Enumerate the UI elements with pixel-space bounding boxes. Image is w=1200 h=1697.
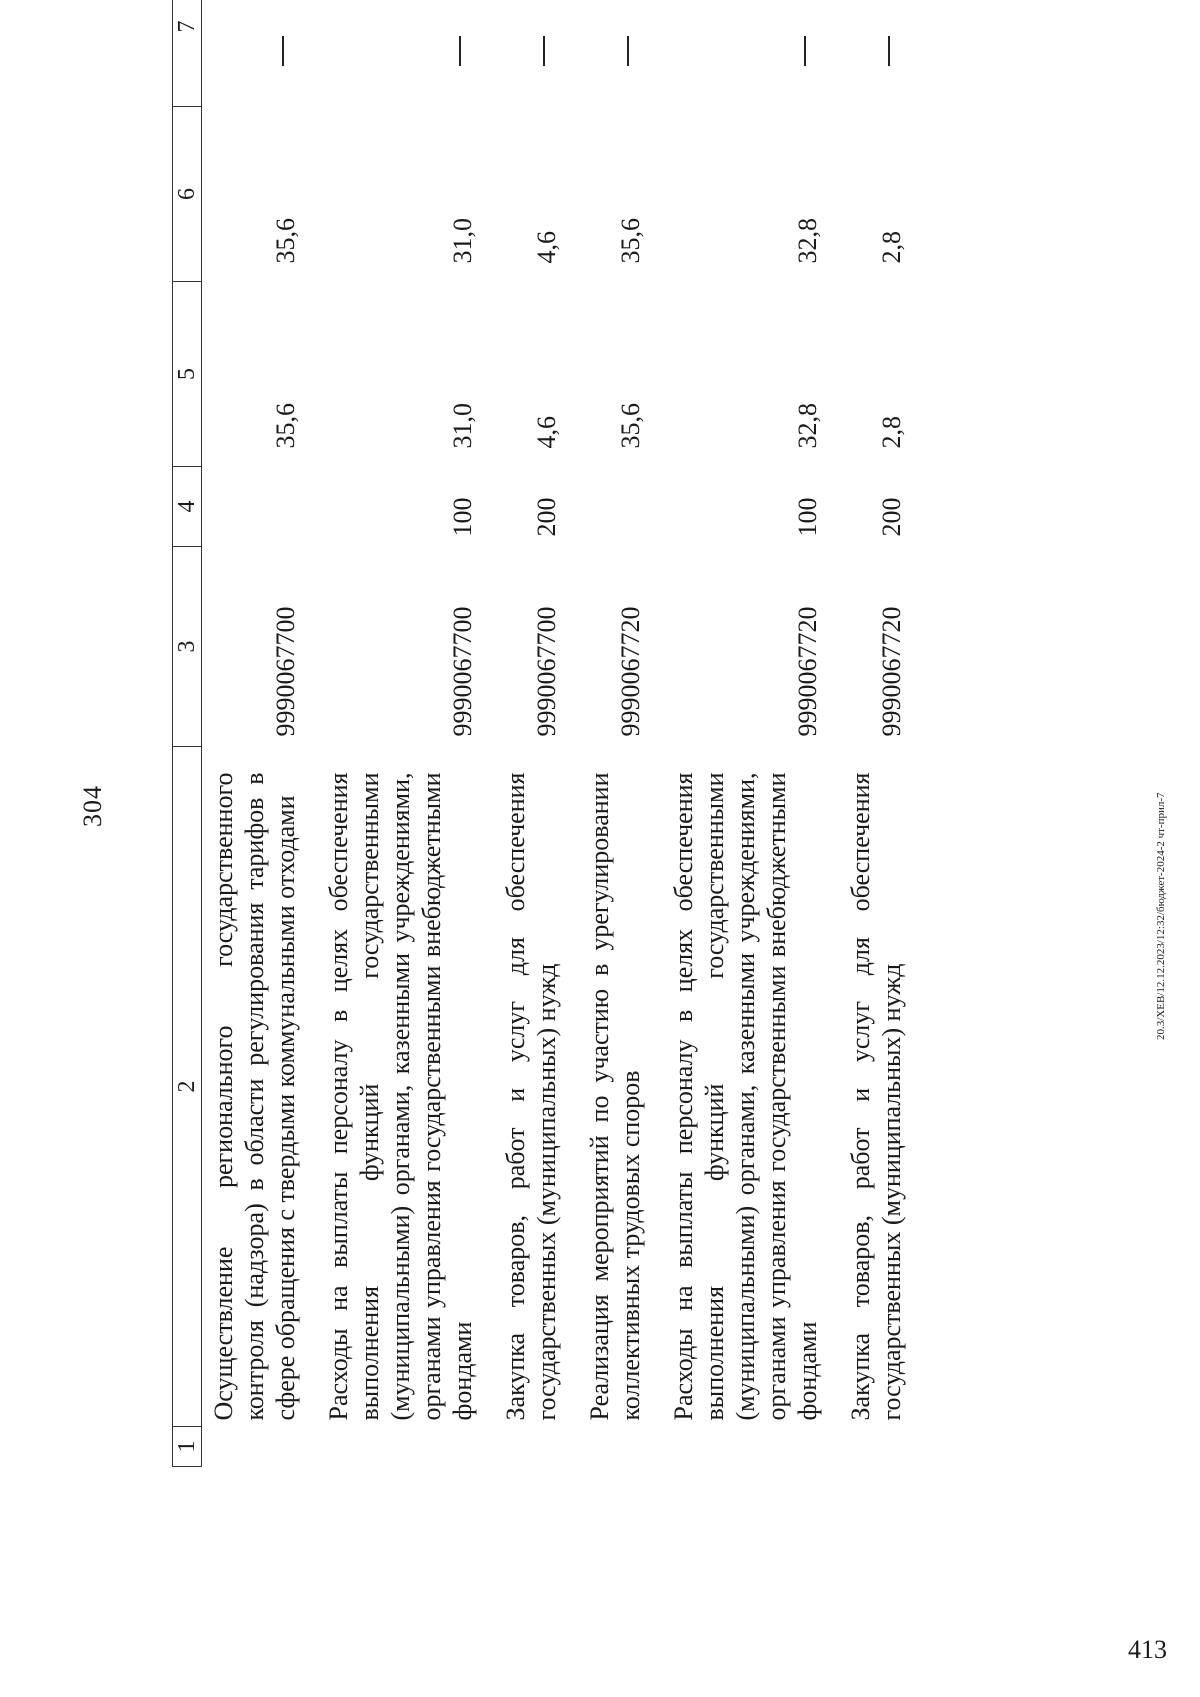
column-header: 3	[173, 547, 202, 747]
type-cell	[202, 467, 302, 547]
amount-cell-5: 32,8	[793, 403, 822, 449]
description-cell: Осуществление регионального государственного контроля (надзора) в области регулирования тарифов в сфере обращения с твердыми коммунальными отходами	[209, 772, 300, 1421]
column-header: 2	[173, 747, 202, 1427]
dash-mark	[888, 37, 890, 67]
header-row	[173, 0, 202, 1467]
file-reference-note	[1155, 710, 1175, 1040]
column-header: 6	[173, 107, 202, 282]
dash-mark	[459, 37, 461, 67]
code-cell: 9990067700	[532, 606, 561, 737]
dash-cell	[823, 0, 907, 107]
row-index-cell	[301, 1427, 478, 1467]
description-cell: Расходы на выплаты персоналу в целях обеспечения выполнения функций государственными (муниципальными) органами, казенными учреждениями, органами управления государственными внебюджетными фондами	[669, 772, 822, 1421]
dash-mark	[282, 37, 284, 67]
description-cell: Закупка товаров, работ и услуг для обеспечения государственных (муниципальных) нужд	[846, 772, 906, 1421]
table-row	[301, 0, 478, 1467]
table-row	[202, 0, 302, 1467]
column-header: 7	[173, 0, 202, 107]
file-reference-text: 20.3/ХЕВ/12.12.2023/12:32/бюджет-2024-2 чт-прил-7	[1155, 792, 1167, 1040]
dash-cell	[202, 0, 302, 107]
amount-cell-6: 31,0	[448, 218, 477, 264]
description-cell: Расходы на выплаты персоналу в целях обеспечения выполнения функций государственными (муниципальными) органами, казенными учреждениями, органами управления государственными внебюджетными фондами	[324, 772, 477, 1421]
type-cell: 100	[448, 497, 477, 537]
row-index-cell	[202, 1427, 302, 1467]
page-number: 304	[78, 785, 107, 827]
column-header: 5	[173, 282, 202, 467]
type-cell: 100	[793, 497, 822, 537]
code-cell: 9990067720	[877, 606, 906, 737]
amount-cell-6: 4,6	[532, 231, 561, 264]
code-cell: 9990067700	[448, 606, 477, 737]
row-index-cell	[562, 1427, 646, 1467]
description-cell: Закупка товаров, работ и услуг для обеспечения государственных (муниципальных) нужд	[501, 772, 561, 1421]
amount-cell-6: 32,8	[793, 218, 822, 264]
amount-cell-5: 35,6	[616, 403, 645, 449]
code-cell: 9990067700	[271, 606, 300, 737]
dash-mark	[804, 37, 806, 67]
dash-mark	[627, 37, 629, 67]
code-cell: 9990067720	[793, 606, 822, 737]
dash-cell	[646, 0, 823, 107]
table-row	[646, 0, 823, 1467]
dash-mark	[543, 37, 545, 67]
table-row	[562, 0, 646, 1467]
column-header: 4	[173, 467, 202, 547]
amount-cell-5: 2,8	[877, 416, 906, 449]
amount-cell-5: 4,6	[532, 416, 561, 449]
type-cell	[562, 467, 646, 547]
column-header: 1	[173, 1427, 202, 1467]
budget-table	[172, 0, 907, 1467]
row-index-cell	[478, 1427, 562, 1467]
amount-cell-5: 31,0	[448, 403, 477, 449]
amount-cell-5: 35,6	[271, 403, 300, 449]
corner-sheet-number: 413	[1128, 1635, 1167, 1664]
table-row	[478, 0, 562, 1467]
amount-cell-6: 35,6	[271, 218, 300, 264]
amount-cell-6: 35,6	[616, 218, 645, 264]
dash-cell	[478, 0, 562, 107]
table-row	[823, 0, 907, 1467]
description-cell: Реализация мероприятий по участию в урегулировании коллективных трудовых споров	[585, 772, 645, 1421]
amount-cell-6: 2,8	[877, 231, 906, 264]
type-cell: 200	[532, 497, 561, 537]
dash-cell	[562, 0, 646, 107]
row-index-cell	[823, 1427, 907, 1467]
dash-cell	[301, 0, 478, 107]
row-index-cell	[646, 1427, 823, 1467]
type-cell: 200	[877, 497, 906, 537]
code-cell: 9990067720	[616, 606, 645, 737]
